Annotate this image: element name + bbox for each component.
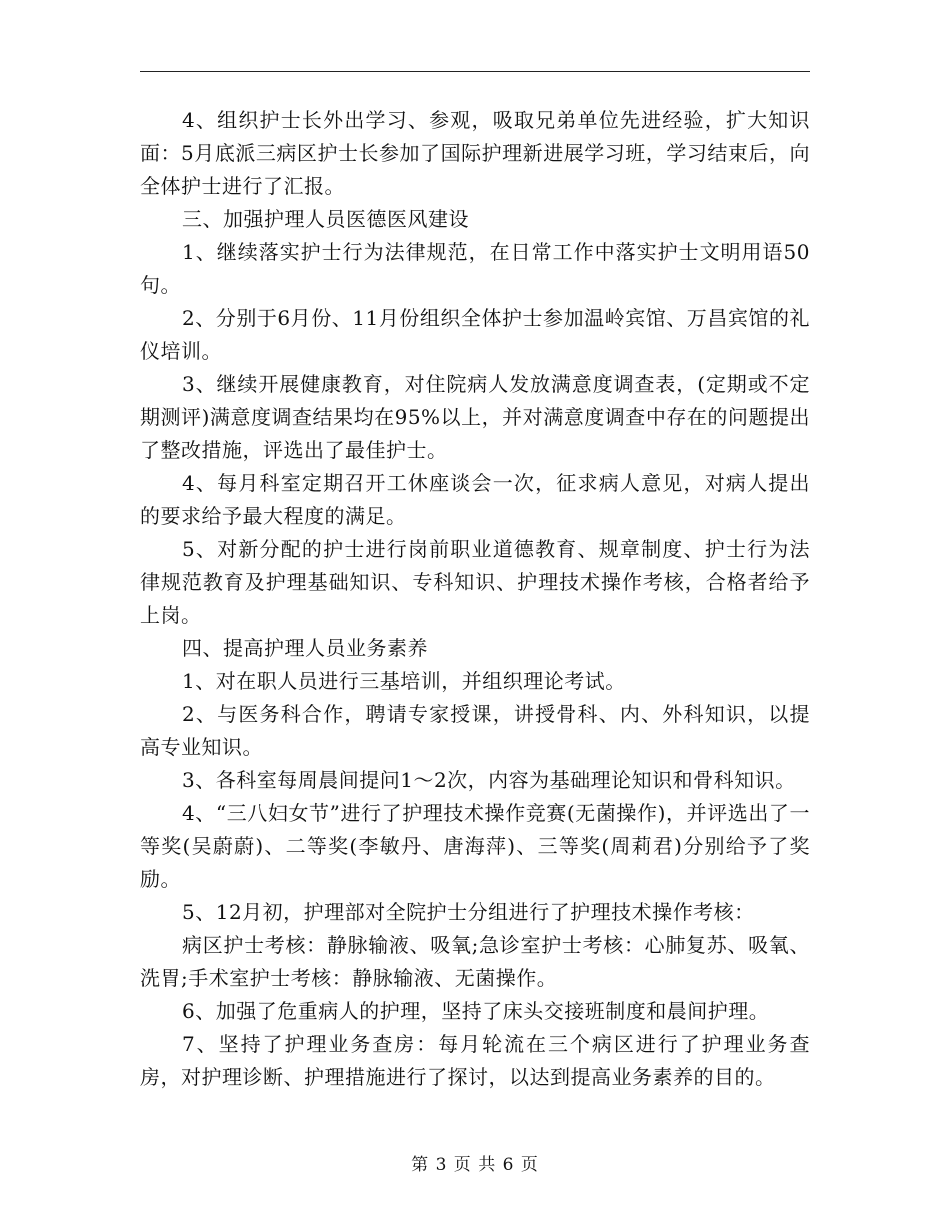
- paragraph: 5、对新分配的护士进行岗前职业道德教育、规章制度、护士行为法律规范教育及护理基础知识、专科知识、护理技术操作考核，合格者给予上岗。: [140, 537, 810, 627]
- document-body: [140, 104, 810, 1094]
- paragraph: 4、每月科室定期召开工休座谈会一次，征求病人意见，对病人提出的要求给予最大程度的满足。: [140, 471, 810, 528]
- section-heading: 三、加强护理人员医德医风建设: [182, 207, 469, 231]
- section-heading: 四、提高护理人员业务素养: [182, 636, 428, 660]
- paragraph: 2、分别于6月份、11月份组织全体护士参加温岭宾馆、万昌宾馆的礼仪培训。: [140, 306, 810, 363]
- paragraph: 5、12月初，护理部对全院护士分组进行了护理技术操作考核：: [182, 900, 755, 924]
- page-number-footer: 第 3 页 共 6 页: [411, 1155, 539, 1175]
- paragraph: 1、继续落实护士行为法律规范，在日常工作中落实护士文明用语50句。: [140, 240, 810, 297]
- paragraph: 4、组织护士长外出学习、参观，吸取兄弟单位先进经验，扩大知识面：5月底派三病区护士长参加了国际护理新进展学习班，学习结束后，向全体护士进行了汇报。: [140, 108, 810, 198]
- paragraph: 7、坚持了护理业务查房：每月轮流在三个病区进行了护理业务查房，对护理诊断、护理措施进行了探讨，以达到提高业务素养的目的。: [140, 1032, 810, 1089]
- paragraph: 3、继续开展健康教育，对住院病人发放满意度调查表，(定期或不定期测评)满意度调查结果均在95%以上，并对满意度调查中存在的问题提出了整改措施，评选出了最佳护士。: [140, 372, 810, 462]
- paragraph: 2、与医务科合作，聘请专家授课，讲授骨科、内、外科知识，以提高专业知识。: [140, 702, 810, 759]
- paragraph: 4、“三八妇女节”进行了护理技术操作竞赛(无菌操作)，并评选出了一等奖(吴蔚蔚)、二等奖(李敏丹、唐海萍)、三等奖(周莉君)分别给予了奖励。: [140, 801, 810, 891]
- paragraph: 病区护士考核：静脉输液、吸氧;急诊室护士考核：心肺复苏、吸氧、洗胃;手术室护士考核：静脉输液、无菌操作。: [140, 933, 810, 990]
- paragraph: 1、对在职人员进行三基培训，并组织理论考试。: [182, 669, 626, 693]
- header-rule: [140, 71, 810, 72]
- paragraph: 6、加强了危重病人的护理，坚持了床头交接班制度和晨间护理。: [182, 999, 770, 1023]
- paragraph: 3、各科室每周晨间提问1～2次，内容为基础理论知识和骨科知识。: [182, 768, 796, 792]
